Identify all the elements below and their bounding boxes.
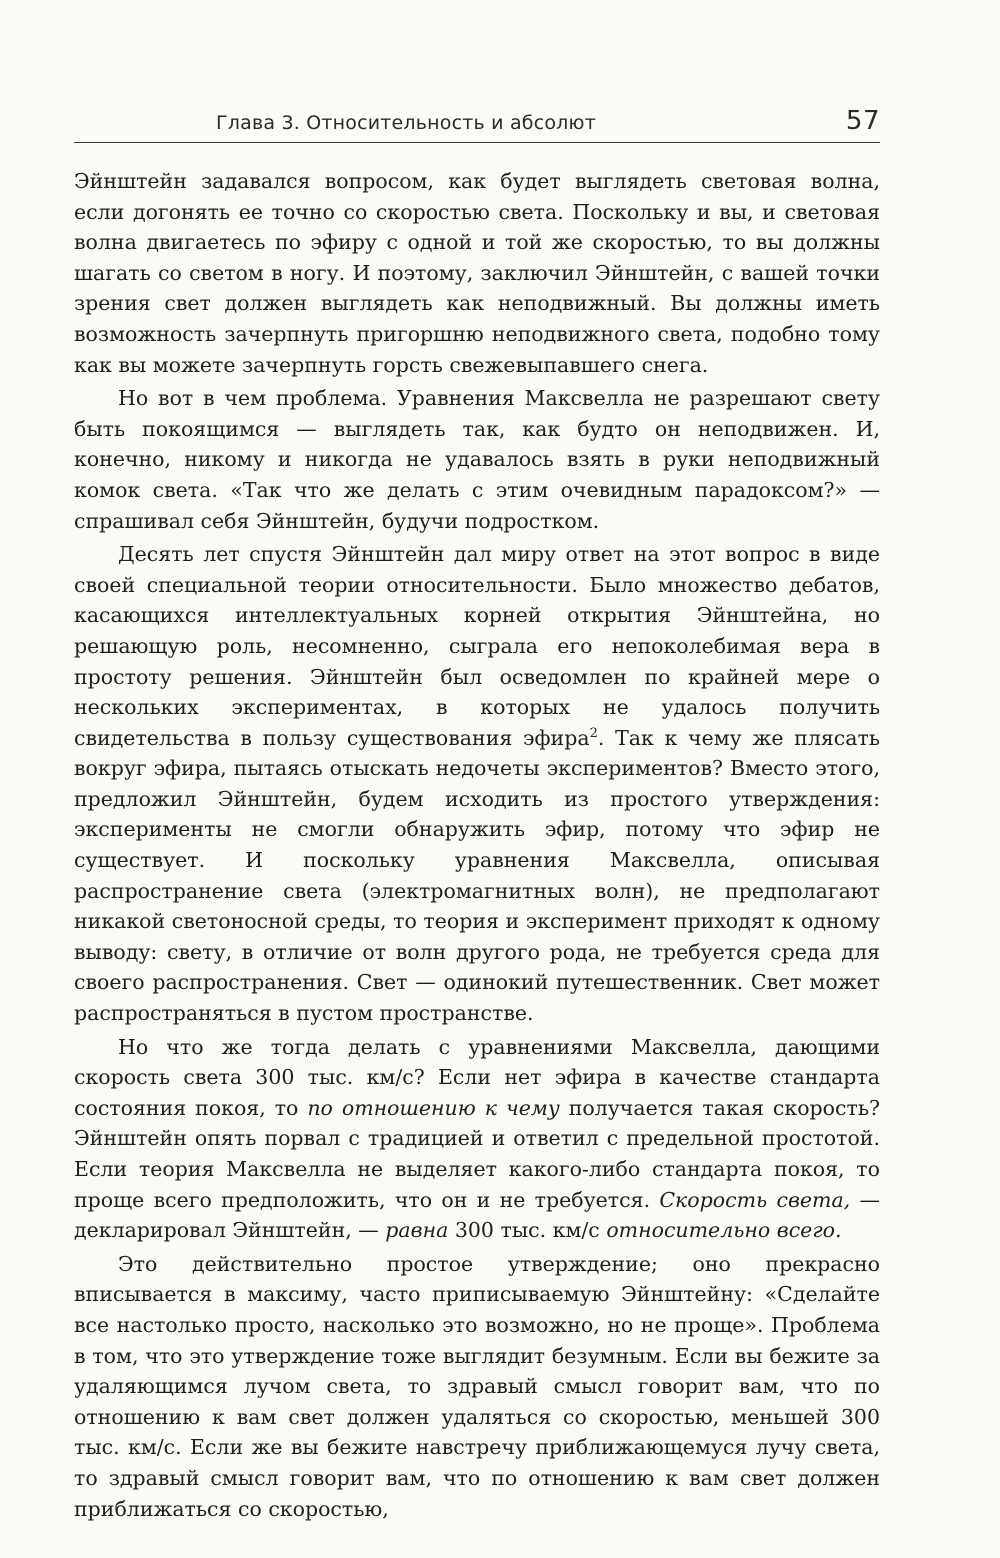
text-line: никому и никогда не удавалось взять в руки неподвижный комок света. — [74, 447, 880, 502]
paragraph-text: 300 тыс. км/с — [448, 1218, 607, 1243]
text-line: Но вот в чем проблема. Уравнения Максвелла не разрешают свету — [118, 386, 880, 411]
paragraph-text: Это действительно простое утверждение; оно прекрасно вписывается в максиму, часто приписываемую Эйнштейну: «Сделайте все настолько просто, насколько это возможно, но не проще». Проблема в том, что это утверждение тоже выглядит безумным. Если вы бежите за удаляющимся лучом света, то здравый смысл говорит вам, что по отношению к вам свет должен удаляться со скоростью, меньшей 300 тыс. км/с. Если же вы бежите навстречу приближающемуся лучу света, то здравый смысл говорит вам, что по отношению к вам свет должен приближаться со скоростью, — [74, 1251, 880, 1521]
italic-phrase: по отношению к чему — [307, 1095, 560, 1120]
text-line: зачерпнуть пригоршню неподвижного света, подобно тому как вы можете — [74, 321, 880, 377]
paragraph-text: — декларировал Эйнштейн, — — [74, 1187, 880, 1243]
text-line: догонять ее точно со скоростью света. Поскольку и вы, и световая волна — [74, 199, 880, 255]
text-line: быть покоящимся — выглядеть так, как будто он неподвижен. И, конечно, — [74, 416, 880, 472]
running-header — [74, 104, 880, 143]
text-line: Эйнштейн, будучи подростком. — [255, 508, 600, 533]
body-text — [74, 166, 880, 1527]
text-line: со светом в ногу. И поэтому, заключил Эйнштейн, с вашей точки зрения — [74, 260, 880, 316]
page-number: 57 — [845, 106, 880, 136]
paragraph-4 — [74, 1032, 880, 1246]
paragraph-5 — [74, 1249, 880, 1524]
paragraph-text: получается такая скорость? Эйнштейн опять порвал с традицией и ответил с предельной простотой. Если теория Максвелла не выделяет какого-либо стандарта покоя, то проще всего предположить, что он и не требуется. — [74, 1095, 880, 1212]
paragraph-2 — [74, 383, 880, 536]
chapter-title: Глава 3. Относительность и абсолют — [215, 112, 596, 134]
text-line: двигаетесь по эфиру с одной и той же скоростью, то вы должны шагать — [74, 230, 880, 285]
paragraph-1 — [74, 166, 880, 380]
text-line: Эйнштейн задавался вопросом, как будет выглядеть световая волна, если — [74, 169, 880, 224]
paragraph-text: . Так к чему же плясать вокруг эфира, пытаясь отыскать недочеты экспериментов? Вместо этого, предложил Эйнштейн, будем исходить из простого утверждения: эксперименты не смогли обнаружить эфир, потому что эфир не существует. И поскольку уравнения Максвелла, описывая распространение света (электромагнитных волн), не предполагают никакой светоносной среды, то теория и эксперимент приходят к одному выводу: свету, в отличие от волн другого рода, не требуется среда для своего распространения. Свет — одинокий путешественник. Свет может распространяться в пустом пространстве. — [74, 725, 881, 1026]
paragraph-3 — [74, 539, 880, 1029]
text-line: зачерпнуть горсть свежевыпавшего снега. — [242, 352, 709, 377]
text-line: свет должен выглядеть как неподвижный. Вы должны иметь возможность — [74, 291, 880, 346]
text-line: «Так что же делать с этим очевидным парадоксом?» — спрашивал себя — [74, 477, 880, 533]
paragraph-text: Но что же тогда делать с уравнениями Максвелла, дающими скорость света 300 тыс. км/с? Если нет эфира в качестве стандарта состояния покоя, то — [74, 1034, 880, 1120]
footnote-reference[interactable]: 2 — [589, 725, 598, 741]
italic-phrase: равна — [385, 1218, 449, 1243]
italic-phrase: относительно всего. — [606, 1218, 842, 1243]
paragraph-text: Десять лет спустя Эйнштейн дал миру ответ на этот вопрос в виде своей специальной теории относительности. Было множество дебатов, касающихся интеллектуальных корней открытия Эйнштейна, но решающую роль, несомненно, сыграла его непоколебимая вера в простоту решения. Эйнштейн был осведомлен по крайней мере о нескольких экспериментах, в которых не удалось получить свидетельства в пользу существования эфира — [74, 542, 880, 750]
italic-phrase: Скорость света, — [659, 1187, 851, 1212]
